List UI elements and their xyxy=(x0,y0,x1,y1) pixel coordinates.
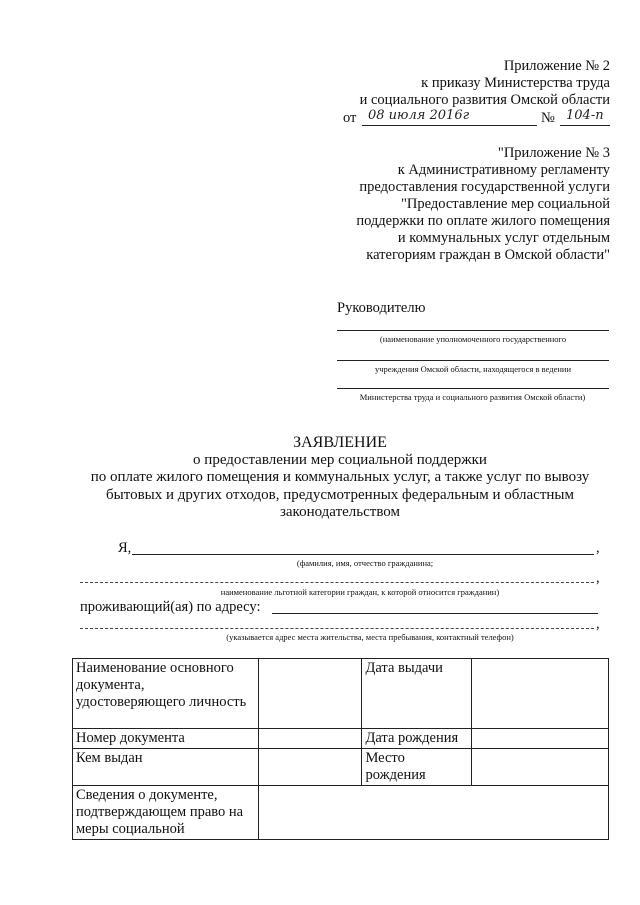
application-heading: ЗАЯВЛЕНИЕ xyxy=(293,434,387,451)
recipient-hint-3: Министерства труда и социального развития Омской области) xyxy=(359,392,586,402)
appendix2-block xyxy=(280,58,610,109)
recipient-line-3[interactable] xyxy=(337,388,609,389)
issue-date-value-cell[interactable] xyxy=(472,659,609,729)
application-title-block xyxy=(60,434,620,522)
applicant-address-hint: (указывается адрес места жительства, места пребывания, контактный телефон) xyxy=(226,632,514,642)
identity-document-table xyxy=(72,658,609,840)
appendix2-from-label: от xyxy=(343,110,357,126)
applicant-address-line-1[interactable] xyxy=(272,613,598,614)
issue-date-label: Дата выдачи xyxy=(362,659,472,729)
doc-number-value-cell[interactable] xyxy=(258,729,362,749)
appendix2-ministry: и социального развития Омской области xyxy=(359,92,610,108)
birth-date-value-cell[interactable] xyxy=(472,729,609,749)
doc-name-value-cell[interactable] xyxy=(258,659,362,729)
appendix3-line1: "Приложение № 3 xyxy=(497,145,610,161)
appendix2-number-label: № xyxy=(541,110,555,126)
order-date-handwritten: 08 июля 2016г xyxy=(368,108,470,123)
application-subtitle-3: бытовых и других отходов, предусмотренных федеральным и областным xyxy=(106,486,574,503)
table-row xyxy=(73,749,609,786)
applicant-name-comma: , xyxy=(596,540,600,556)
applicant-address-line-2[interactable] xyxy=(80,628,594,629)
recipient-line-2[interactable] xyxy=(337,360,609,361)
appendix2-order: к приказу Министерства труда xyxy=(421,75,610,91)
recipient-hint-2: учреждения Омской области, находящегося в ведении xyxy=(374,364,572,374)
applicant-category-comma: , xyxy=(596,570,600,586)
doc-number-label: Номер документа xyxy=(73,729,259,749)
table-row xyxy=(73,659,609,729)
appendix3-line7: категориям граждан в Омской области" xyxy=(366,247,610,263)
birth-place-label: Место рождения xyxy=(362,749,472,786)
applicant-address-comma: , xyxy=(596,616,600,632)
order-number-handwritten: 104-п xyxy=(566,108,604,123)
appendix3-line3: предоставления государственной услуги xyxy=(359,179,610,195)
applicant-address-label: проживающий(ая) по адресу: xyxy=(80,599,261,615)
appendix2-title: Приложение № 2 xyxy=(503,58,610,74)
appendix3-line5: поддержки по оплате жилого помещения xyxy=(356,213,610,229)
applicant-name-hint: (фамилия, имя, отчество гражданина; xyxy=(296,558,434,568)
appendix3-line2: к Административному регламенту xyxy=(397,162,610,178)
issued-by-label: Кем выдан xyxy=(73,749,259,786)
applicant-i-label: Я, xyxy=(118,540,132,556)
doc-name-label: Наименование основного документа, удостоверяющего личность xyxy=(73,659,259,729)
application-subtitle-4: законодательством xyxy=(279,504,401,520)
rights-doc-value-cell[interactable] xyxy=(258,786,608,840)
table-row xyxy=(73,786,609,840)
appendix3-block xyxy=(280,145,610,264)
application-subtitle-2: по оплате жилого помещения и коммунальных услуг, а также услуг по вывозу xyxy=(90,469,590,485)
issued-by-value-cell[interactable] xyxy=(258,749,362,786)
appendix3-line4: "Предоставление мер социальной xyxy=(400,196,610,212)
table-row xyxy=(73,729,609,749)
number-underline xyxy=(560,125,610,126)
rights-doc-label: Сведения о документе, подтверждающем право на меры социальной xyxy=(73,786,259,840)
application-subtitle-1: о предоставлении мер социальной поддержки xyxy=(193,451,487,468)
applicant-name-line[interactable] xyxy=(132,554,594,555)
date-underline xyxy=(362,125,537,126)
recipient-label: Руководителю xyxy=(337,300,426,316)
recipient-line-1[interactable] xyxy=(337,330,609,331)
applicant-category-hint: наименование льготной категории граждан, к которой относится гражданин) xyxy=(220,587,500,597)
birth-date-label: Дата рождения xyxy=(362,729,472,749)
appendix3-line6: и коммунальных услуг отдельным xyxy=(397,230,610,246)
birth-place-value-cell[interactable] xyxy=(472,749,609,786)
recipient-hint-1: (наименование уполномоченного государственного xyxy=(379,334,567,344)
applicant-category-line[interactable] xyxy=(80,582,594,583)
